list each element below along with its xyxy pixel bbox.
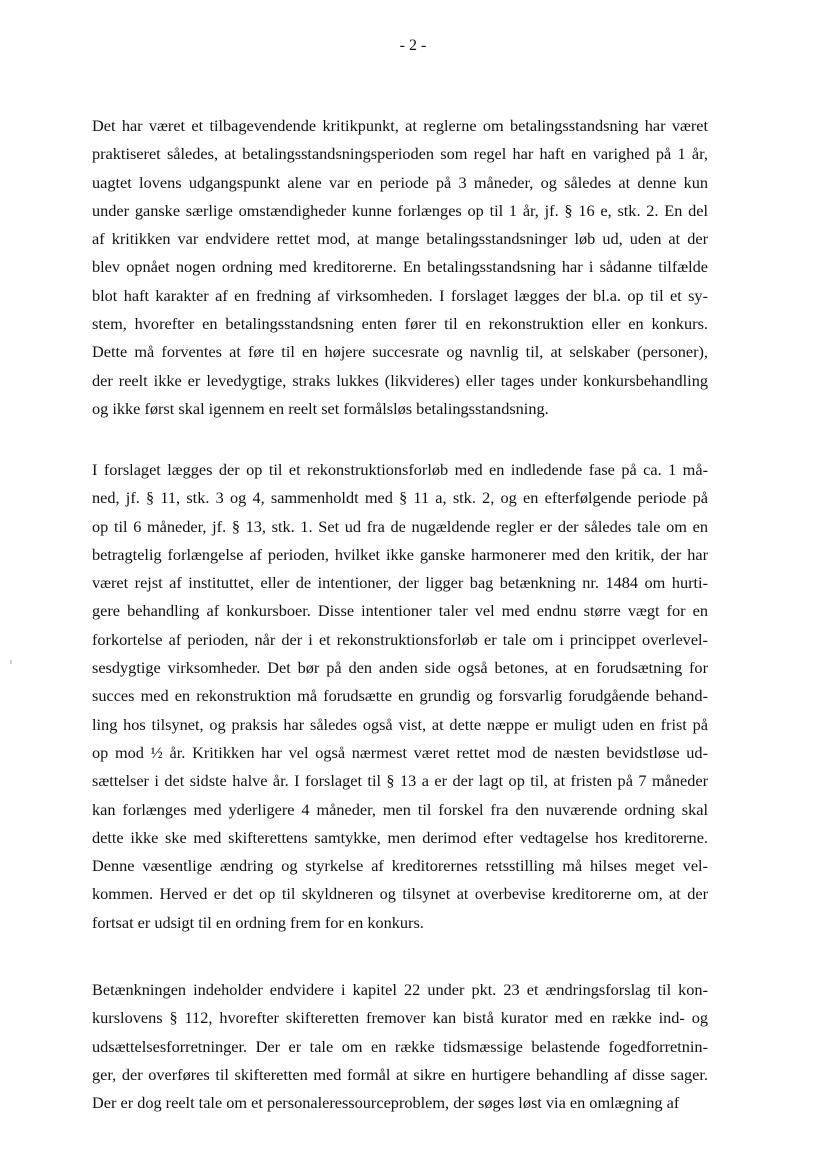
text-line: kurslovens § 112, hvorefter skifteretten fremover kan bistå kurator med en række ind- og: [92, 1008, 708, 1028]
text-line: Denne væsentlige ændring og styrkelse af kreditorernes retsstilling må hilses meget vel-: [92, 856, 708, 876]
text-line: ned, jf. § 11, stk. 3 og 4, sammenholdt med § 11 a, stk. 2, og en efterfølgende periode på: [92, 488, 708, 508]
text-line: uagtet lovens udgangspunkt alene var en periode på 3 måneder, og således at denne kun: [92, 172, 708, 192]
text-line: ling hos tilsynet, og praksis har således også vist, at dette næppe er muligt uden en frist på: [92, 714, 708, 734]
text-line: forkortelse af perioden, når der i et rekonstruktionsforløb er tale om i princippet overlevel-: [92, 629, 708, 649]
text-line: op mod ½ år. Kritikken har vel også nærmest været rettet mod de næsten bevidstløse ud-: [92, 742, 708, 762]
text-line: været rejst af instituttet, eller de intentioner, der ligger bag betænkning nr. 1484 om hurti-: [92, 573, 708, 593]
text-line: under ganske særlige omstændigheder kunne forlænges op til 1 år, jf. § 16 e, stk. 2. En del: [92, 200, 708, 220]
text-line: kommen. Herved er det op til skyldneren og tilsynet at overbevise kreditorerne om, at der: [92, 884, 708, 904]
text-line: dette ikke ske med skifterettens samtykke, men derimod efter vedtagelse hos kreditorerne.: [92, 827, 708, 847]
text-line: blev opnået nogen ordning med kreditorerne. En betalingsstandsning har i sådanne tilfælde: [92, 257, 708, 277]
text-line: fortsat er udsigt til en ordning frem for en konkurs.: [92, 912, 424, 932]
text-line: sættelser i det sidste halve år. I forslaget til § 13 a er der lagt op til, at fristen på 7 måneder: [92, 771, 708, 791]
text-line: Der er dog reelt tale om et personaleressourceproblem, der søges løst via en omlægning af: [92, 1093, 680, 1113]
page-number: - 2 -: [399, 37, 427, 54]
text-line: og ikke først skal igennem en reelt set formålsløs betalingsstandsning.: [92, 398, 549, 418]
text-line: Dette må forventes at føre til en højere succesrate og navnlig til, at selskaber (personer),: [92, 342, 708, 362]
margin-mark: [10, 660, 12, 664]
text-line: blot haft karakter af en fredning af virksomheden. I forslaget lægges der bl.a. op til et sy-: [92, 285, 708, 305]
text-line: gere behandling af konkursboer. Disse intentioner taler vel med endnu større vægt for en: [92, 601, 708, 621]
text-line: succes med en rekonstruktion må forudsætte en grundig og forsvarlig forudgående behand-: [92, 686, 708, 706]
text-line: der reelt ikke er levedygtige, straks lukkes (likvideres) eller tages under konkursbehandling: [92, 370, 708, 390]
text-line: praktiseret således, at betalingsstandsningsperioden som regel har haft en varighed på 1 år,: [92, 144, 708, 164]
text-line: Betænkningen indeholder endvidere i kapitel 22 under pkt. 23 et ændringsforslag til kon-: [92, 980, 708, 999]
text-line: I forslaget lægges der op til et rekonstruktionsforløb med en indledende fase på ca. 1 må-: [92, 460, 708, 479]
text-line: kan forlænges med yderligere 4 måneder, men til forskel fra den nuværende ordning skal: [92, 799, 708, 819]
text-line: op til 6 måneder, jf. § 13, stk. 1. Set ud fra de nugældende regler er der således tale om en: [92, 516, 708, 536]
text-line: af kritikken var endvidere rettet mod, at mange betalingsstandsninger løb ud, uden at der: [92, 229, 708, 249]
text-line: udsættelsesforretninger. Der er tale om en række tidsmæssige belastende fogedforretnin-: [92, 1036, 708, 1056]
text-line: betragtelig forlængelse af perioden, hvilket ikke ganske harmonerer med den kritik, der har: [92, 544, 708, 564]
text-line: stem, hvorefter en betalingsstandsning enten fører til en rekonstruktion eller en konkurs.: [92, 314, 708, 334]
paragraph-1: [92, 112, 708, 423]
paragraph-2: [92, 456, 708, 937]
text-line: ger, der overføres til skifteretten med formål at sikre en hurtigere behandling af disse sager.: [92, 1064, 708, 1084]
paragraph-3: [92, 976, 708, 1117]
text-line: Det har været et tilbagevendende kritikpunkt, at reglerne om betalingsstandsning har været: [92, 116, 708, 135]
text-line: sesdygtige virksomheder. Det bør på den anden side også betones, at en forudsætning for: [92, 658, 708, 678]
